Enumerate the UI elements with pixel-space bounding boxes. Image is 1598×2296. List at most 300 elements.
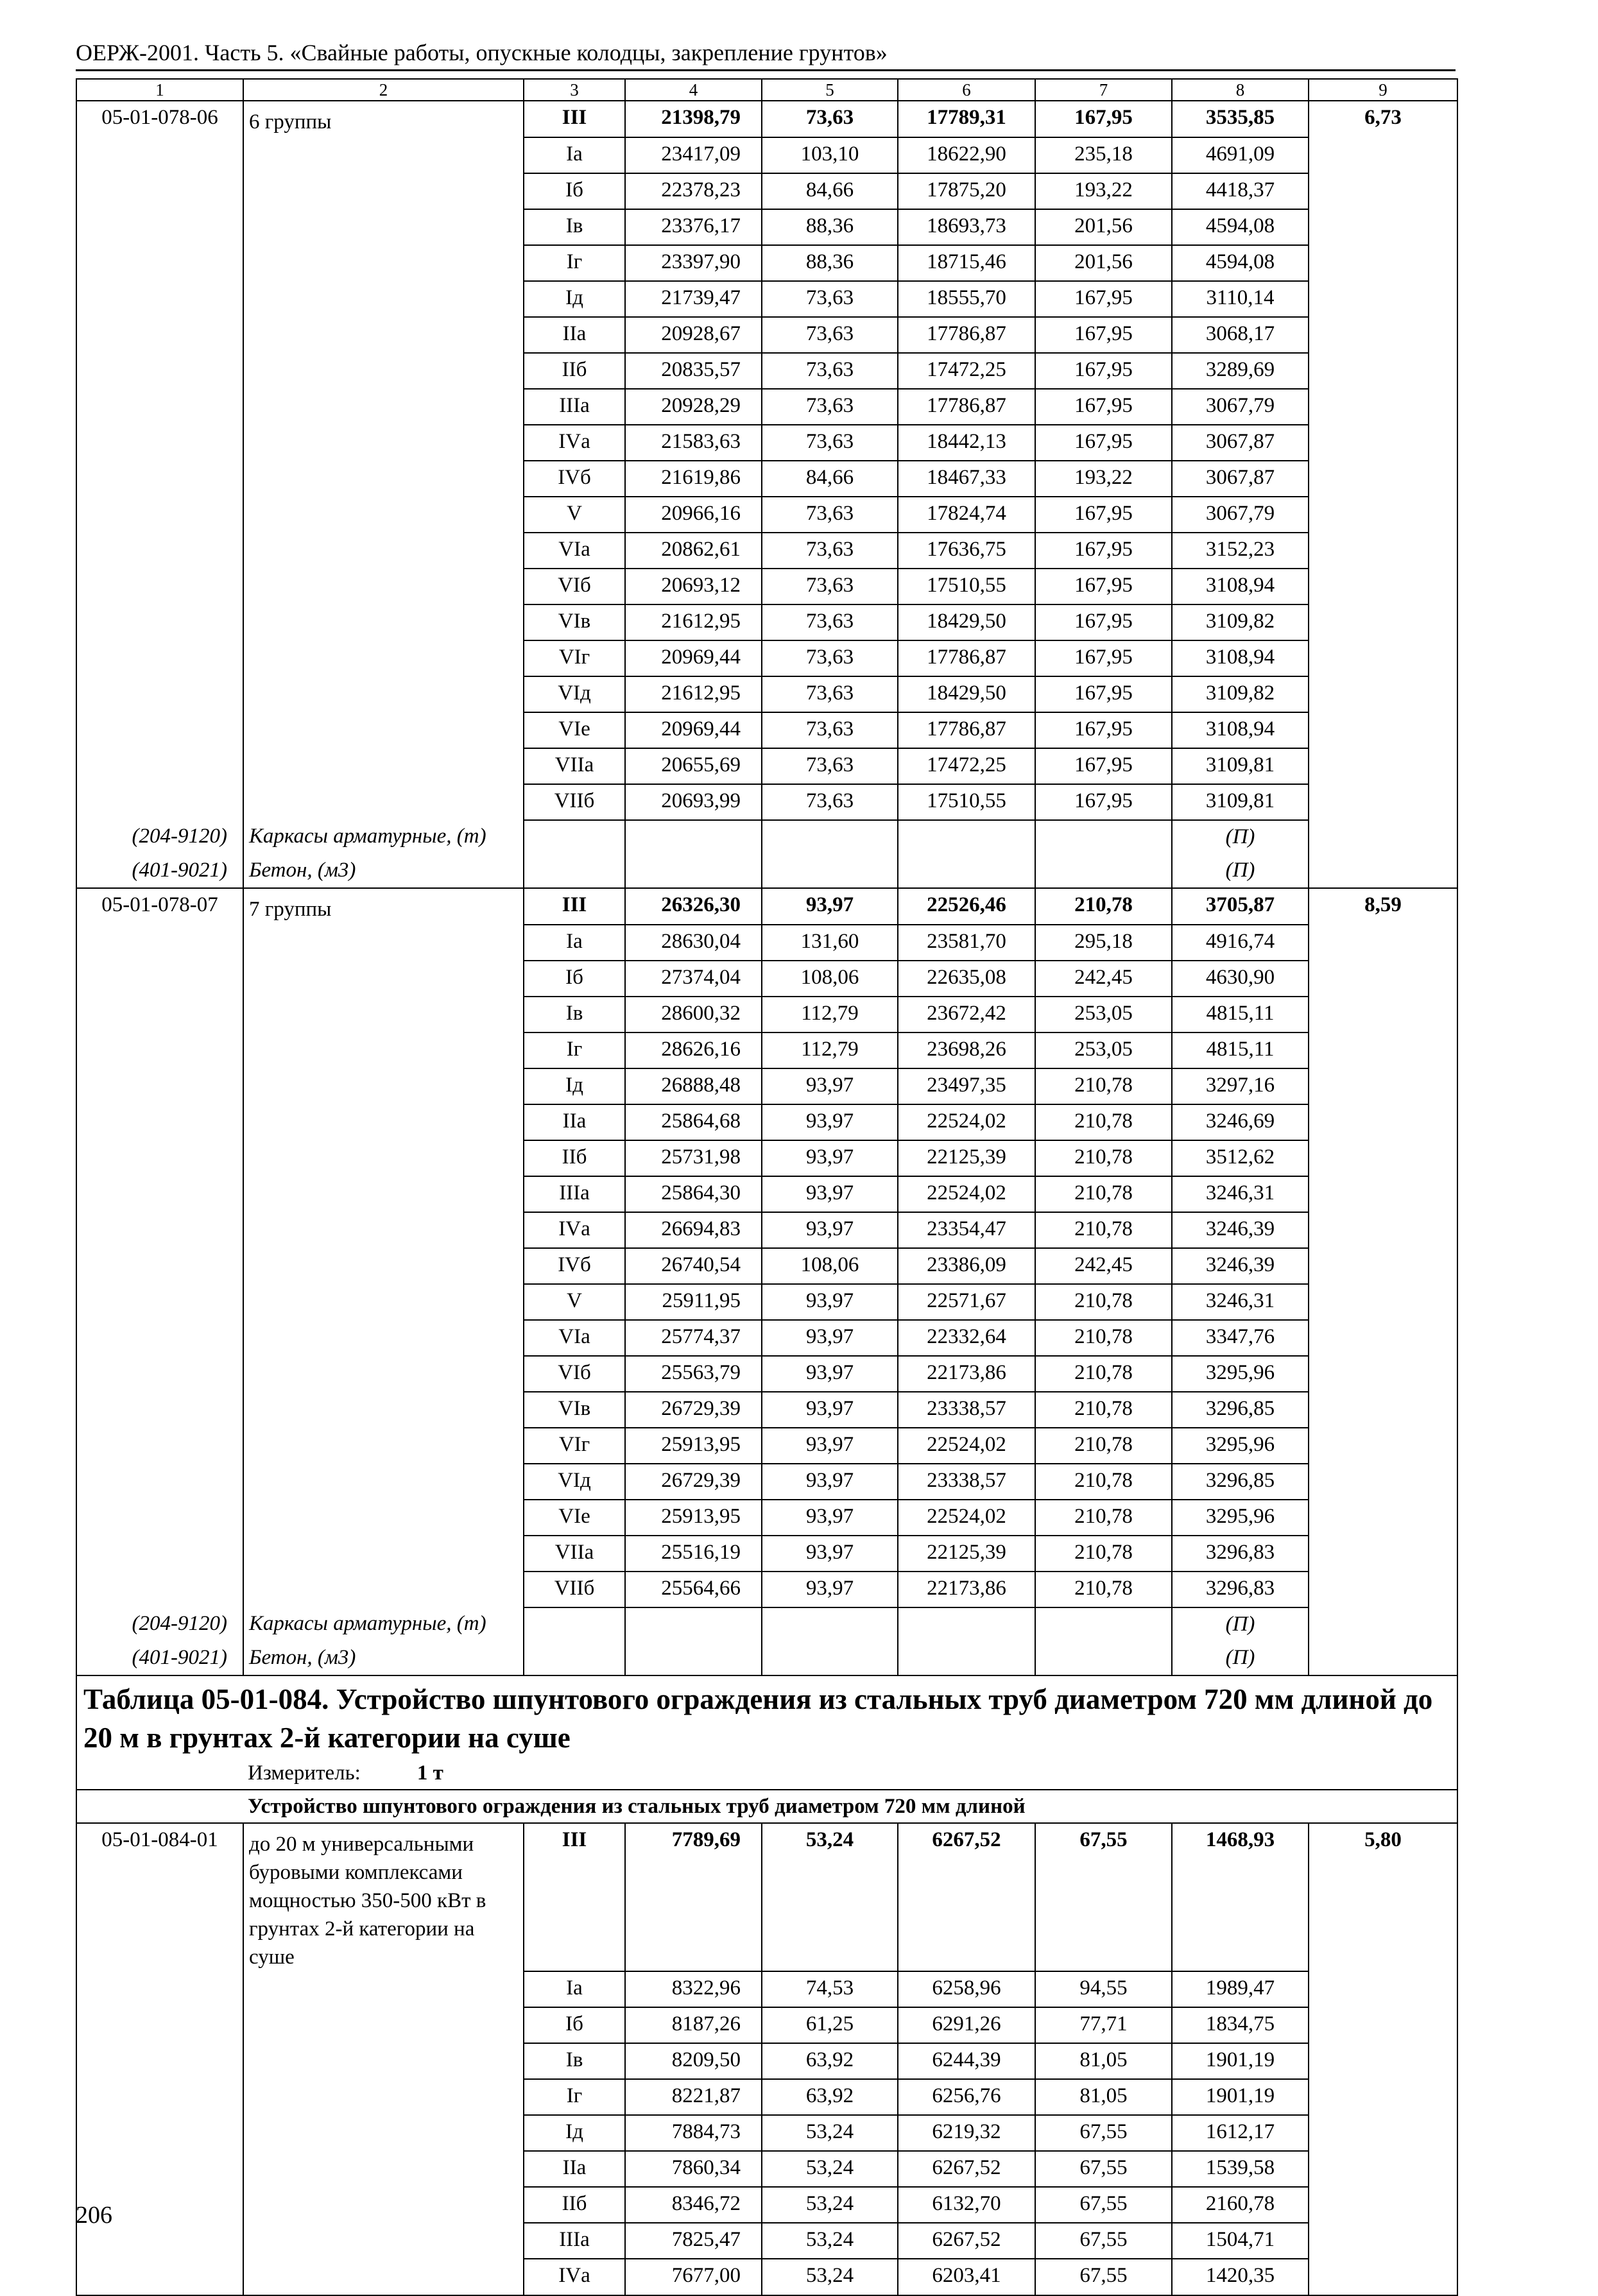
value-cell: 93,97 [762, 1464, 898, 1500]
index-empty [1309, 640, 1457, 676]
position-name-empty [243, 173, 524, 209]
table-row [76, 1140, 1457, 1176]
value-cell: 1901,19 [1172, 2079, 1309, 2115]
value-cell: 93,97 [762, 1392, 898, 1428]
value-cell: 167,95 [1035, 533, 1172, 569]
value-cell: 20693,99 [625, 784, 762, 820]
value-cell: 73,63 [762, 640, 898, 676]
unit-label: Измеритель: [248, 1761, 361, 1785]
value-cell: 3296,83 [1172, 1572, 1309, 1607]
unit-line [83, 1757, 1450, 1789]
value-cell: 1901,19 [1172, 2043, 1309, 2079]
value-cell: 93,97 [762, 1356, 898, 1392]
value-cell: 112,79 [762, 997, 898, 1032]
zone-cell: IIIа [524, 389, 625, 425]
value-cell: 1612,17 [1172, 2115, 1309, 2151]
value-cell: 93,97 [762, 888, 898, 925]
zone-cell: IIб [524, 353, 625, 389]
zone-cell: IIIа [524, 2223, 625, 2259]
zone-cell: VIе [524, 712, 625, 748]
column-number: 2 [243, 79, 524, 101]
value-cell: 193,22 [1035, 461, 1172, 497]
zone-cell: Iв [524, 2043, 625, 2079]
table-row [76, 101, 1457, 137]
index-empty [1309, 748, 1457, 784]
position-name [243, 888, 524, 925]
column-number: 8 [1172, 79, 1309, 101]
value-cell: 22635,08 [898, 961, 1035, 997]
position-name-empty [243, 569, 524, 604]
zone-cell: IIа [524, 2151, 625, 2187]
zone-cell: IIб [524, 1140, 625, 1176]
value-cell: 210,78 [1035, 1212, 1172, 1248]
position-name-empty [243, 137, 524, 173]
value-cell: 210,78 [1035, 1464, 1172, 1500]
value-cell: 17636,75 [898, 533, 1035, 569]
value-cell: 167,95 [1035, 784, 1172, 820]
value-cell: 3067,79 [1172, 497, 1309, 533]
value-cell: 3109,81 [1172, 784, 1309, 820]
table-row [76, 1068, 1457, 1104]
position-name-empty [243, 1500, 524, 1536]
position-code-empty [76, 389, 243, 425]
value-cell: 6291,26 [898, 2007, 1035, 2043]
value-cell: 67,55 [1035, 2151, 1172, 2187]
value-cell: 242,45 [1035, 1248, 1172, 1284]
position-code-empty [76, 712, 243, 748]
position-name-empty [243, 425, 524, 461]
empty-cell [898, 1641, 1035, 1675]
value-cell: 8346,72 [625, 2187, 762, 2223]
value-cell: 4418,37 [1172, 173, 1309, 209]
table-row [76, 461, 1457, 497]
value-cell: 3535,85 [1172, 101, 1309, 137]
position-name-empty [243, 317, 524, 353]
table-row [76, 676, 1457, 712]
value-cell: 22173,86 [898, 1356, 1035, 1392]
index-empty [1309, 1536, 1457, 1572]
value-cell: 25564,66 [625, 1572, 762, 1607]
value-cell: 93,97 [762, 1176, 898, 1212]
index-empty [1309, 2187, 1457, 2223]
value-cell: 201,56 [1035, 245, 1172, 281]
value-cell: 22378,23 [625, 173, 762, 209]
column-number: 9 [1309, 79, 1457, 101]
value-cell: 22125,39 [898, 1536, 1035, 1572]
value-cell: 93,97 [762, 1068, 898, 1104]
empty-cell [898, 820, 1035, 854]
value-cell: 73,63 [762, 101, 898, 137]
position-code-empty [76, 569, 243, 604]
value-cell: 4630,90 [1172, 961, 1309, 997]
position-code-empty [76, 497, 243, 533]
zone-cell: VIв [524, 604, 625, 640]
value-cell: 7789,69 [625, 1823, 762, 1971]
position-name-text: до 20 м универсальными буровыми комплексами мощностью 350-500 кВт в грунтах 2-й категории на суше [249, 1833, 486, 1969]
value-cell: 73,63 [762, 425, 898, 461]
zone-cell: VIIб [524, 1572, 625, 1607]
value-cell: 93,97 [762, 1428, 898, 1464]
value-cell: 6267,52 [898, 2151, 1035, 2187]
value-cell: 7677,00 [625, 2259, 762, 2295]
empty-cell [524, 854, 625, 888]
value-cell: 22524,02 [898, 1428, 1035, 1464]
position-name-text: 6 группы [249, 110, 332, 133]
value-cell: 26729,39 [625, 1392, 762, 1428]
value-cell: 6267,52 [898, 2223, 1035, 2259]
zone-cell: VIIа [524, 748, 625, 784]
index-empty [1309, 1212, 1457, 1248]
index-empty [1309, 1428, 1457, 1464]
table-row [76, 1248, 1457, 1284]
value-cell: 94,55 [1035, 1971, 1172, 2007]
value-cell: 73,63 [762, 676, 898, 712]
column-number: 4 [625, 79, 762, 101]
value-cell: 1539,58 [1172, 2151, 1309, 2187]
index-empty [1309, 1572, 1457, 1607]
value-cell: 22173,86 [898, 1572, 1035, 1607]
value-cell: 23397,90 [625, 245, 762, 281]
index-empty [1309, 1104, 1457, 1140]
empty-cell [524, 820, 625, 854]
page-number: 206 [76, 2202, 112, 2229]
index-empty [1309, 425, 1457, 461]
value-cell: 93,97 [762, 1140, 898, 1176]
index-empty [1309, 353, 1457, 389]
position-code-empty [76, 353, 243, 389]
material-name: Каркасы арматурные, (т) [243, 820, 524, 854]
value-cell: 6244,39 [898, 2043, 1035, 2079]
value-cell: 84,66 [762, 461, 898, 497]
value-cell: 167,95 [1035, 101, 1172, 137]
position-name-empty [243, 604, 524, 640]
value-cell: 23698,26 [898, 1032, 1035, 1068]
zone-cell: VIв [524, 1392, 625, 1428]
table-row [76, 1572, 1457, 1607]
index-empty [1309, 1464, 1457, 1500]
material-name: Бетон, (м3) [243, 1641, 524, 1675]
value-cell: 210,78 [1035, 888, 1172, 925]
table-row [76, 2223, 1457, 2259]
position-name-text: 7 группы [249, 898, 332, 921]
value-cell: 67,55 [1035, 2259, 1172, 2295]
index-empty [1309, 2223, 1457, 2259]
value-cell: 108,06 [762, 961, 898, 997]
value-cell: 88,36 [762, 209, 898, 245]
value-cell: 18693,73 [898, 209, 1035, 245]
value-cell: 53,24 [762, 2115, 898, 2151]
empty-cell [1035, 1607, 1172, 1641]
value-cell: 253,05 [1035, 1032, 1172, 1068]
value-cell: 88,36 [762, 245, 898, 281]
value-cell: 73,63 [762, 569, 898, 604]
empty-cell [625, 854, 762, 888]
position-code-empty [76, 748, 243, 784]
value-cell: 3067,87 [1172, 425, 1309, 461]
zone-cell: IVб [524, 461, 625, 497]
table-row [76, 1032, 1457, 1068]
value-cell: 6219,32 [898, 2115, 1035, 2151]
position-code-empty [76, 425, 243, 461]
value-cell: 4594,08 [1172, 245, 1309, 281]
position-name [243, 101, 524, 137]
value-cell: 210,78 [1035, 1320, 1172, 1356]
position-code: 05-01-078-07 [76, 888, 243, 925]
value-cell: 25911,95 [625, 1284, 762, 1320]
zone-cell: Iд [524, 281, 625, 317]
value-cell: 103,10 [762, 137, 898, 173]
index-empty [1309, 137, 1457, 173]
index-empty [1309, 1176, 1457, 1212]
material-mark: (П) [1172, 854, 1309, 888]
value-cell: 93,97 [762, 1572, 898, 1607]
material-name: Бетон, (м3) [243, 854, 524, 888]
position-name-empty [243, 1971, 524, 2007]
value-cell: 73,63 [762, 497, 898, 533]
value-cell: 6258,96 [898, 1971, 1035, 2007]
position-name-empty [243, 209, 524, 245]
index-empty [1309, 961, 1457, 997]
value-cell: 73,63 [762, 533, 898, 569]
value-cell: 3108,94 [1172, 640, 1309, 676]
table-row [76, 569, 1457, 604]
index-empty [1309, 2259, 1457, 2295]
value-cell: 21612,95 [625, 604, 762, 640]
value-cell: 3512,62 [1172, 1140, 1309, 1176]
position-code-empty [76, 2007, 243, 2043]
zone-cell: V [524, 1284, 625, 1320]
value-cell: 6267,52 [898, 1823, 1035, 1971]
value-cell: 8221,87 [625, 2079, 762, 2115]
value-cell: 20862,61 [625, 533, 762, 569]
table-row [76, 604, 1457, 640]
zone-cell: IVа [524, 1212, 625, 1248]
index-empty [1309, 2007, 1457, 2043]
table-row [76, 281, 1457, 317]
table-row [76, 1284, 1457, 1320]
position-name-empty [243, 2151, 524, 2187]
value-cell: 3295,96 [1172, 1500, 1309, 1536]
value-cell: 3246,39 [1172, 1248, 1309, 1284]
table-row [76, 1212, 1457, 1248]
position-name-empty [243, 461, 524, 497]
position-code-empty [76, 1320, 243, 1356]
price-table [76, 78, 1458, 2296]
column-number-row [76, 79, 1457, 101]
table-row [76, 1104, 1457, 1140]
value-cell: 210,78 [1035, 1284, 1172, 1320]
value-cell: 21583,63 [625, 425, 762, 461]
value-cell: 253,05 [1035, 997, 1172, 1032]
zone-cell: Iв [524, 209, 625, 245]
index-empty [1309, 173, 1457, 209]
value-cell: 3109,81 [1172, 748, 1309, 784]
zone-cell: VIд [524, 676, 625, 712]
position-code-empty [76, 1971, 243, 2007]
value-cell: 3705,87 [1172, 888, 1309, 925]
value-cell: 18622,90 [898, 137, 1035, 173]
index-empty [1309, 1971, 1457, 2007]
value-cell: 6203,41 [898, 2259, 1035, 2295]
table-row [76, 961, 1457, 997]
position-name-empty [243, 389, 524, 425]
empty-cell [1309, 1641, 1457, 1675]
value-cell: 21619,86 [625, 461, 762, 497]
empty-cell [762, 1641, 898, 1675]
zone-cell: Iб [524, 2007, 625, 2043]
value-cell: 17824,74 [898, 497, 1035, 533]
index-empty [1309, 461, 1457, 497]
value-cell: 167,95 [1035, 497, 1172, 533]
value-cell: 3067,79 [1172, 389, 1309, 425]
value-cell: 210,78 [1035, 1500, 1172, 1536]
position-name-empty [243, 748, 524, 784]
value-cell: 77,71 [1035, 2007, 1172, 2043]
position-code-empty [76, 461, 243, 497]
value-cell: 21398,79 [625, 101, 762, 137]
material-row [76, 1607, 1457, 1641]
value-cell: 67,55 [1035, 2187, 1172, 2223]
value-cell: 17510,55 [898, 784, 1035, 820]
value-cell: 73,63 [762, 784, 898, 820]
value-cell: 67,55 [1035, 2223, 1172, 2259]
zone-cell: VIа [524, 533, 625, 569]
position-name-empty [243, 2187, 524, 2223]
value-cell: 25731,98 [625, 1140, 762, 1176]
index-empty [1309, 533, 1457, 569]
zone-cell: III [524, 888, 625, 925]
table-row [76, 640, 1457, 676]
value-cell: 210,78 [1035, 1536, 1172, 1572]
value-cell: 26729,39 [625, 1464, 762, 1500]
index-empty [1309, 1500, 1457, 1536]
index-empty [1309, 2115, 1457, 2151]
value-cell: 17786,87 [898, 389, 1035, 425]
value-cell: 4815,11 [1172, 1032, 1309, 1068]
position-code-empty [76, 784, 243, 820]
material-row [76, 820, 1457, 854]
table-row [76, 784, 1457, 820]
value-cell: 4691,09 [1172, 137, 1309, 173]
table-row [76, 1176, 1457, 1212]
empty-cell [898, 1607, 1035, 1641]
value-cell: 27374,04 [625, 961, 762, 997]
zone-cell: VIе [524, 1500, 625, 1536]
material-row [76, 854, 1457, 888]
value-cell: 3246,31 [1172, 1176, 1309, 1212]
value-cell: 3067,87 [1172, 461, 1309, 497]
zone-cell: Iа [524, 137, 625, 173]
value-cell: 4916,74 [1172, 925, 1309, 961]
value-cell: 6132,70 [898, 2187, 1035, 2223]
value-cell: 3295,96 [1172, 1356, 1309, 1392]
value-cell: 67,55 [1035, 2115, 1172, 2151]
section-title: Устройство шпунтового ограждения из стальных труб диаметром 720 мм длиной [76, 1790, 1457, 1823]
value-cell: 210,78 [1035, 1428, 1172, 1464]
value-cell: 167,95 [1035, 569, 1172, 604]
value-cell: 26888,48 [625, 1068, 762, 1104]
value-cell: 23338,57 [898, 1392, 1035, 1428]
value-cell: 20969,44 [625, 712, 762, 748]
value-cell: 17510,55 [898, 569, 1035, 604]
value-cell: 22571,67 [898, 1284, 1035, 1320]
table-row [76, 1536, 1457, 1572]
value-cell: 131,60 [762, 925, 898, 961]
position-code-empty [76, 604, 243, 640]
position-code-empty [76, 1140, 243, 1176]
value-cell: 53,24 [762, 2259, 898, 2295]
value-cell: 73,63 [762, 748, 898, 784]
zone-cell: IIа [524, 1104, 625, 1140]
value-cell: 7884,73 [625, 2115, 762, 2151]
position-name-empty [243, 961, 524, 997]
position-name-empty [243, 2079, 524, 2115]
material-mark: (П) [1172, 1607, 1309, 1641]
value-cell: 21739,47 [625, 281, 762, 317]
index-empty [1309, 209, 1457, 245]
value-cell: 23354,47 [898, 1212, 1035, 1248]
position-code-empty [76, 1212, 243, 1248]
value-cell: 3297,16 [1172, 1068, 1309, 1104]
value-cell: 22524,02 [898, 1176, 1035, 1212]
empty-cell [1035, 854, 1172, 888]
value-cell: 167,95 [1035, 425, 1172, 461]
position-name-empty [243, 353, 524, 389]
value-cell: 3108,94 [1172, 712, 1309, 748]
value-cell: 210,78 [1035, 1392, 1172, 1428]
value-cell: 210,78 [1035, 1572, 1172, 1607]
zone-cell: VIг [524, 1428, 625, 1464]
value-cell: 81,05 [1035, 2043, 1172, 2079]
position-code-empty [76, 1032, 243, 1068]
value-cell: 18442,13 [898, 425, 1035, 461]
value-cell: 193,22 [1035, 173, 1172, 209]
position-code-empty [76, 1284, 243, 1320]
table-row [76, 533, 1457, 569]
value-cell: 53,24 [762, 1823, 898, 1971]
value-cell: 17875,20 [898, 173, 1035, 209]
position-name-empty [243, 1212, 524, 1248]
zone-cell: Iб [524, 961, 625, 997]
empty-cell [762, 820, 898, 854]
empty-cell [524, 1607, 625, 1641]
position-code-empty [76, 1356, 243, 1392]
index-empty [1309, 497, 1457, 533]
value-cell: 17472,25 [898, 748, 1035, 784]
value-cell: 17472,25 [898, 353, 1035, 389]
empty-cell [1309, 820, 1457, 854]
value-cell: 23376,17 [625, 209, 762, 245]
zone-cell: IIа [524, 317, 625, 353]
position-code-empty [76, 1464, 243, 1500]
value-cell: 20928,29 [625, 389, 762, 425]
value-cell: 3296,83 [1172, 1536, 1309, 1572]
header-title: ОЕРЖ-2001. Часть 5. «Свайные работы, опускные колодцы, закрепление грунтов» [76, 40, 888, 65]
value-cell: 63,92 [762, 2043, 898, 2079]
zone-cell: VIб [524, 1356, 625, 1392]
empty-cell [898, 854, 1035, 888]
value-cell: 167,95 [1035, 712, 1172, 748]
value-cell: 167,95 [1035, 748, 1172, 784]
value-cell: 53,24 [762, 2187, 898, 2223]
value-cell: 167,95 [1035, 604, 1172, 640]
value-cell: 22524,02 [898, 1104, 1035, 1140]
position-code: 05-01-078-06 [76, 101, 243, 137]
position-code-empty [76, 1248, 243, 1284]
position-code-empty [76, 1536, 243, 1572]
index-empty [1309, 1032, 1457, 1068]
value-cell: 295,18 [1035, 925, 1172, 961]
